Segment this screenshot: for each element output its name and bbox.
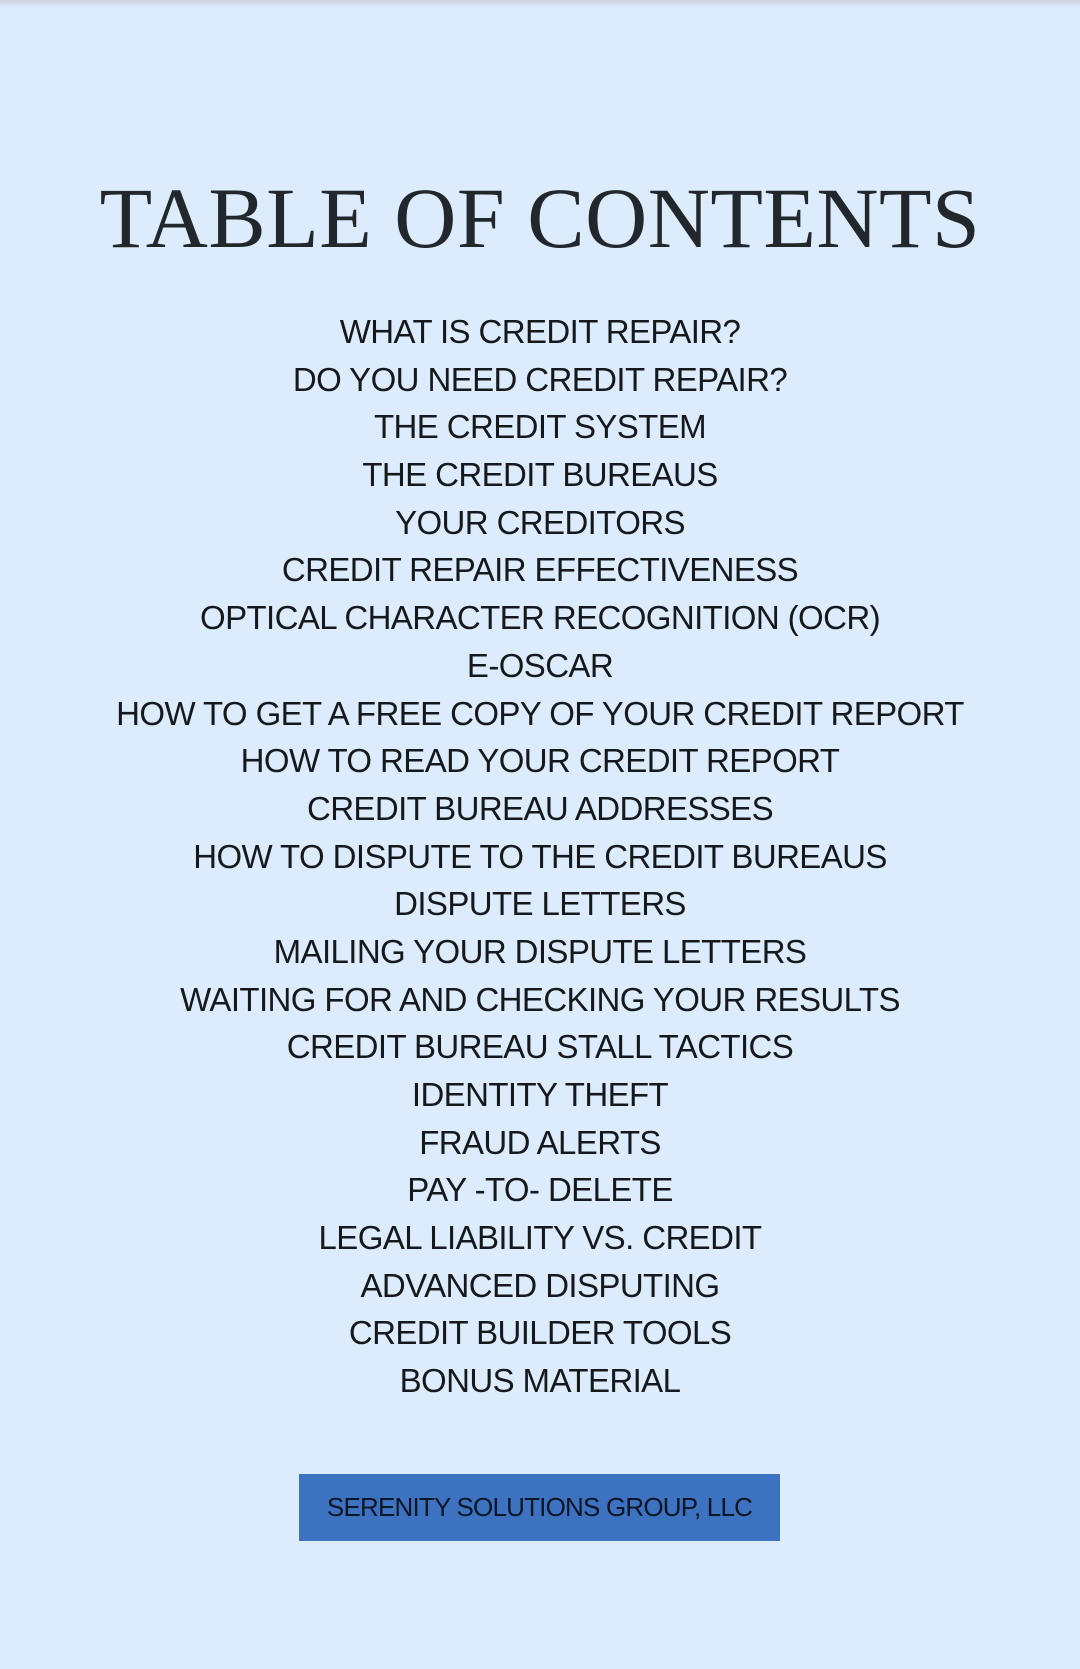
toc-item-ocr: OPTICAL CHARACTER RECOGNITION (OCR) [200, 599, 880, 637]
toc-item-fraud-alerts: FRAUD ALERTS [419, 1123, 661, 1161]
toc-item-credit-system: THE CREDIT SYSTEM [373, 408, 707, 446]
toc-item-mailing-letters: MAILING YOUR DISPUTE LETTERS [273, 932, 807, 970]
toc-item-dispute-letters: DISPUTE LETTERS [394, 885, 686, 923]
toc-item-how-to-dispute: HOW TO DISPUTE TO THE CREDIT BUREAUS [193, 837, 887, 875]
toc-item-e-oscar: E-OSCAR [466, 646, 614, 684]
toc-item-stall-tactics: CREDIT BUREAU STALL TACTICS [286, 1028, 794, 1066]
toc-item-read-credit-report: HOW TO READ YOUR CREDIT REPORT [240, 742, 840, 780]
toc-item-advanced-disputing: ADVANCED DISPUTING [360, 1266, 720, 1304]
table-of-contents-list [0, 308, 1080, 1405]
company-name-badge [299, 1474, 780, 1541]
toc-item-waiting-results: WAITING FOR AND CHECKING YOUR RESULTS [180, 980, 900, 1018]
toc-item-credit-repair-effectiveness: CREDIT REPAIR EFFECTIVENESS [281, 551, 799, 589]
toc-item-credit-builder-tools: CREDIT BUILDER TOOLS [348, 1314, 732, 1352]
toc-item-bureau-addresses: CREDIT BUREAU ADDRESSES [306, 789, 774, 827]
toc-item-credit-bureaus: THE CREDIT BUREAUS [362, 456, 718, 494]
toc-item-free-credit-report: HOW TO GET A FREE COPY OF YOUR CREDIT REPORT [116, 694, 964, 732]
toc-item-what-is-credit-repair: WHAT IS CREDIT REPAIR? [339, 313, 741, 350]
page-title: TABLE OF CONTENTS [99, 170, 981, 266]
toc-item-bonus-material: BONUS MATERIAL [399, 1362, 681, 1400]
toc-item-pay-to-delete: PAY -TO- DELETE [407, 1171, 673, 1209]
toc-item-legal-liability: LEGAL LIABILITY VS. CREDIT [318, 1219, 762, 1257]
company-name-label: SERENITY SOLUTIONS GROUP, LLC [326, 1492, 753, 1522]
toc-item-your-creditors: YOUR CREDITORS [395, 503, 685, 541]
toc-item-identity-theft: IDENTITY THEFT [411, 1076, 669, 1113]
toc-item-do-you-need-credit-repair: DO YOU NEED CREDIT REPAIR? [292, 360, 788, 398]
